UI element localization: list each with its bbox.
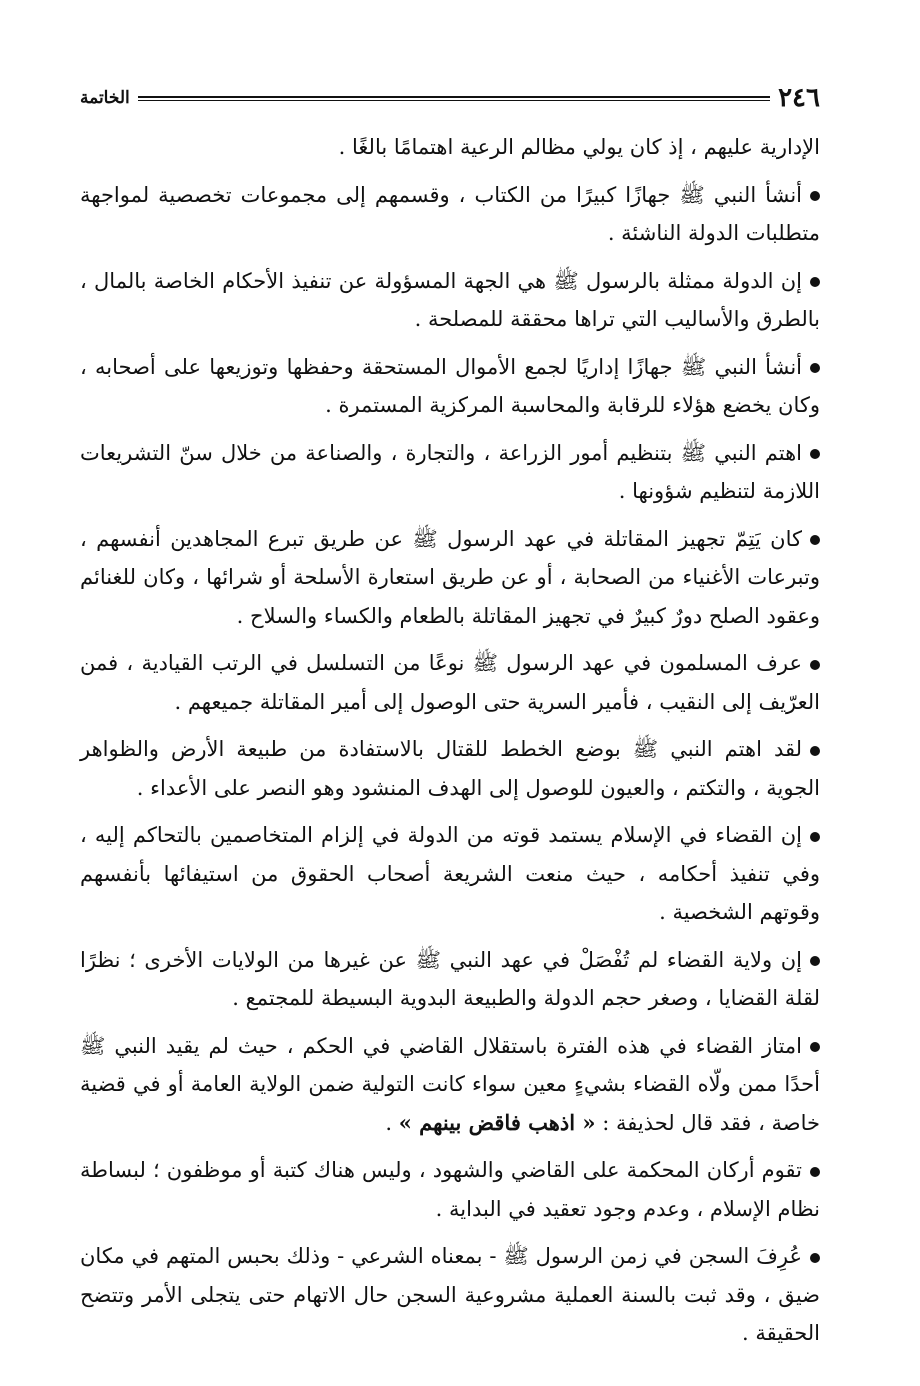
paragraph-text: إن الدولة ممثلة بالرسول ﷺ هي الجهة المسؤولة عن تنفيذ الأحكام الخاصة بالمال ، بالطرق والأساليب التي تراها محققة للمصلحة . [80, 268, 820, 331]
bullet-icon [810, 956, 820, 966]
paragraph-text: أنشأ النبي ﷺ جهازًا إداريًا لجمع الأموال المستحقة وحفظها وتوزيعها على أصحابه ، وكان يخضع هؤلاء للرقابة والمحاسبة المركزية المستمرة . [80, 354, 820, 417]
bullet-paragraph [80, 644, 820, 721]
bullet-paragraph [80, 520, 820, 636]
header-rule [138, 96, 770, 101]
bullet-paragraph [80, 262, 820, 339]
body-text [80, 128, 820, 1353]
paragraph-text: عرف المسلمون في عهد الرسول ﷺ نوعًا من التسلسل في الرتب القيادية ، فمن العرّيف إلى النقيب ، فأمير السرية حتى الوصول إلى أمير المقاتلة جميعهم . [80, 651, 820, 714]
paragraph-text: إن القضاء في الإسلام يستمد قوته من الدولة في إلزام المتخاصمين بالتحاكم إليه ، وفي تنفيذ أحكامه ، حيث منعت الشريعة أصحاب الحقوق من استيفائها بأنفسهم وقوتهم الشخصية . [80, 823, 820, 924]
bullet-icon [810, 535, 820, 545]
paragraph-tail: . [385, 1110, 399, 1135]
bullet-icon [810, 1253, 820, 1263]
paragraph-text: امتاز القضاء في هذه الفترة باستقلال القاضي في الحكم ، حيث لم يقيد النبي ﷺ أحدًا ممن ولّاه القضاء بشيءٍ معين سواء كانت التولية ضمن الولاية العامة أو في قضية خاصة ، فقد قال لحذيفة : [80, 1033, 820, 1135]
paragraph-text: اهتم النبي ﷺ بتنظيم أمور الزراعة ، والتجارة ، والصناعة من خلال سنّ التشريعات اللازمة لتنظيم شؤونها . [80, 440, 820, 503]
paragraph-text: أنشأ النبي ﷺ جهازًا كبيرًا من الكتاب ، وقسمهم إلى مجموعات تخصصية لمواجهة متطلبات الدولة الناشئة . [80, 182, 820, 245]
bullet-icon [810, 1042, 820, 1052]
hadith-quote: « اذهب فاقض بينهم » [398, 1109, 596, 1135]
bullet-icon [810, 449, 820, 459]
bullet-paragraph [80, 1151, 820, 1228]
bullet-paragraph [80, 1027, 820, 1143]
paragraph [80, 128, 820, 167]
bullet-icon [810, 277, 820, 287]
bullet-icon [810, 363, 820, 373]
bullet-paragraph [80, 1237, 820, 1353]
bullet-icon [810, 746, 820, 756]
bullet-icon [810, 832, 820, 842]
paragraph-text: لقد اهتم النبي ﷺ بوضع الخطط للقتال بالاستفادة من طبيعة الأرض والظواهر الجوية ، والتكتم ، والعيون للوصول إلى الهدف المنشود وهو النصر على الأعداء . [80, 737, 820, 800]
bullet-paragraph [80, 434, 820, 511]
paragraph-text: الإدارية عليهم ، إذ كان يولي مظالم الرعية اهتمامًا بالغًا . [338, 135, 820, 159]
bullet-paragraph [80, 348, 820, 425]
paragraph-text: عُرِفَ السجن في زمن الرسول ﷺ - بمعناه الشرعي - وذلك بحبس المتهم في مكان ضيق ، وقد ثبت بالسنة العملية مشروعية السجن حال الاتهام حتى يتجلى الأمر وتتضح الحقيقة . [80, 1244, 820, 1345]
running-title: الخاتمة [80, 88, 130, 108]
bullet-paragraph [80, 941, 820, 1018]
paragraph-text: إن ولاية القضاء لم تُفْصَلْ في عهد النبي ﷺ عن غيرها من الولايات الأخرى ؛ نظرًا لقلة القضايا ، وصغر حجم الدولة والطبيعة البدوية البسيطة للمجتمع . [80, 947, 820, 1010]
bullet-paragraph [80, 730, 820, 807]
paragraph-text: كان يَتِمّ تجهيز المقاتلة في عهد الرسول ﷺ عن طريق تبرع المجاهدين أنفسهم ، وتبرعات الأغنياء من الصحابة ، أو عن طريق استعارة الأسلحة أو شرائها ، وكان للغنائم وعقود الصلح دورٌ كبيرٌ في تجهيز المقاتلة بالطعام والكساء والسلاح . [80, 526, 820, 628]
bullet-icon [810, 660, 820, 670]
page-header [80, 80, 820, 116]
bullet-icon [810, 1167, 820, 1177]
document-page [80, 80, 820, 1362]
page-number: ٢٤٦ [778, 83, 820, 113]
bullet-icon [810, 191, 820, 201]
bullet-paragraph [80, 176, 820, 253]
bullet-paragraph [80, 816, 820, 932]
paragraph-text: تقوم أركان المحكمة على القاضي والشهود ، وليس هناك كتبة أو موظفون ؛ لبساطة نظام الإسلام ، وعدم وجود تعقيد في البداية . [80, 1158, 820, 1221]
